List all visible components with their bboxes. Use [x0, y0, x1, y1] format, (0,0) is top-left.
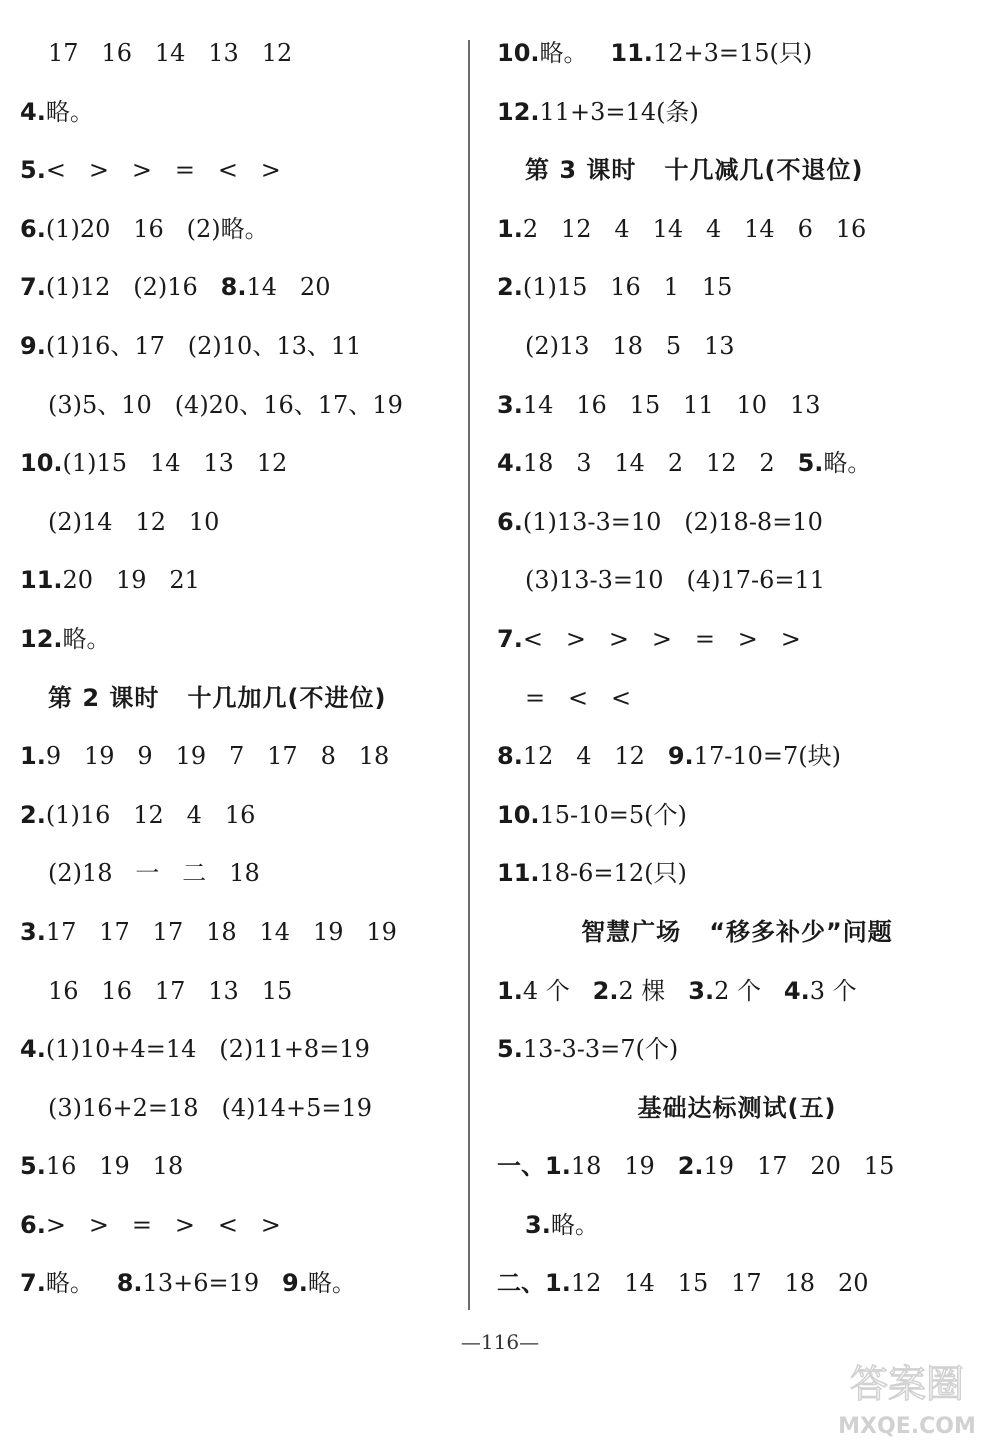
- right-column: [497, 24, 977, 1313]
- answer-text: 18 3 14 2 12 2: [522, 449, 798, 478]
- question-number: 5.: [797, 449, 824, 478]
- answer-line: [497, 376, 977, 435]
- answer-line: [497, 493, 977, 552]
- left-column: [20, 24, 450, 1313]
- column-divider: [468, 40, 470, 1310]
- answer-line: [497, 1196, 977, 1255]
- question-number: 3.: [688, 976, 715, 1005]
- answer-text: (1)16 12 4 16: [45, 800, 256, 829]
- answer-text: (2)13 18 5 13: [525, 331, 735, 360]
- question-number: 4.: [783, 976, 810, 1005]
- watermark-line2: MXQE.COM: [838, 1414, 976, 1439]
- answer-text: (1)13-3=10 (2)18-8=10: [522, 507, 823, 536]
- answer-text: 略。: [307, 1269, 356, 1298]
- question-number: 4.: [20, 97, 46, 126]
- answer-text: (1)16、17 (2)10、13、11: [45, 331, 362, 360]
- question-number: 4.: [20, 1035, 46, 1064]
- question-number: 9.: [282, 1269, 308, 1298]
- answer-line: [20, 844, 450, 903]
- answer-line: [20, 258, 450, 317]
- question-number: 9.: [20, 331, 46, 360]
- question-number: 5.: [20, 156, 46, 185]
- question-number: 2.: [677, 1152, 704, 1181]
- answer-line: [20, 24, 450, 83]
- question-number: 7.: [497, 624, 523, 653]
- question-number: 2.: [592, 976, 619, 1005]
- answer-text: 12 4 12: [522, 742, 668, 771]
- answer-text: 略。: [539, 39, 611, 67]
- answer-text: (1)10+4=14 (2)11+8=19: [45, 1035, 370, 1064]
- answer-text: > > = > < >: [45, 1210, 281, 1239]
- question-number: 5.: [20, 1152, 46, 1181]
- answer-text: 13-3-3=7(个): [522, 1035, 679, 1064]
- answer-text: < > > = < >: [45, 156, 281, 185]
- answer-text: 11+3=14(条): [539, 97, 699, 126]
- answer-line: [497, 844, 977, 903]
- question-number: 8.: [497, 742, 523, 771]
- answer-text: 12 14 15 17 18 20: [570, 1269, 869, 1298]
- answer-line: [497, 258, 977, 317]
- question-number: 6.: [497, 507, 523, 536]
- answer-text: 20 19 21: [62, 566, 200, 595]
- answer-text: 略。: [45, 97, 94, 126]
- answer-text: (2)18 一 二 18: [48, 859, 260, 888]
- answer-line: [20, 1079, 450, 1138]
- question-number: 7.: [20, 1269, 46, 1298]
- answer-line: [497, 962, 977, 1021]
- answer-text: (1)15 14 13 12: [62, 449, 288, 478]
- answer-line: [20, 493, 450, 552]
- answer-line: [20, 727, 450, 786]
- answer-line: [497, 610, 977, 669]
- answer-line: [497, 83, 977, 142]
- question-number: 10.: [20, 449, 63, 478]
- answer-text: 14 20: [246, 273, 331, 302]
- answer-text: 13+6=19: [142, 1269, 282, 1298]
- answer-line: [497, 1020, 977, 1079]
- answer-text: 3 个: [809, 976, 857, 1005]
- answer-text: 17 17 17 18 14 19 19: [45, 917, 397, 946]
- question-number: 1.: [20, 742, 46, 771]
- answer-line: [20, 1254, 450, 1313]
- answer-line: [20, 962, 450, 1021]
- answer-line: [20, 1137, 450, 1196]
- answer-line: [20, 1196, 450, 1255]
- answer-text: (1)15 16 1 15: [522, 273, 733, 302]
- answer-text: 4 个: [522, 976, 593, 1005]
- question-number: 3.: [20, 917, 46, 946]
- question-number: 11.: [20, 566, 63, 595]
- answer-line: [20, 141, 450, 200]
- answer-line: [20, 903, 450, 962]
- answer-text: 2 棵: [618, 976, 689, 1005]
- answer-line: [497, 669, 977, 728]
- answer-text: 16 16 17 13 15: [48, 976, 293, 1005]
- answer-line: [20, 786, 450, 845]
- question-number: 8.: [116, 1269, 143, 1298]
- watermark-line1: 答案圈: [849, 1362, 965, 1406]
- answer-line: [20, 551, 450, 610]
- question-number: 3.: [497, 390, 523, 419]
- answer-line: [497, 434, 977, 493]
- answer-line: [497, 317, 977, 376]
- answer-text: (1)20 16 (2)略。: [45, 214, 269, 243]
- answer-text: 17 16 14 13 12: [48, 39, 293, 67]
- question-number: 6.: [20, 1210, 46, 1239]
- question-number: 1.: [497, 214, 523, 243]
- answer-text: (3)16+2=18 (4)14+5=19: [48, 1093, 373, 1122]
- answer-text: 2 个: [714, 976, 784, 1005]
- answer-text: 19 17 20 15: [703, 1152, 895, 1181]
- answer-line: [20, 317, 450, 376]
- answer-line: [497, 1137, 977, 1196]
- question-number: 10.: [497, 800, 540, 829]
- page-number: —116—: [460, 1330, 540, 1354]
- answer-line: [497, 1254, 977, 1313]
- answer-line: [497, 727, 977, 786]
- question-number: 5.: [497, 1035, 523, 1064]
- answer-line: [20, 376, 450, 435]
- answer-line: [497, 786, 977, 845]
- answer-text: 15-10=5(个): [539, 800, 687, 829]
- section-heading: 智慧广场 “移多补少”问题: [581, 917, 893, 946]
- section-heading: 第 2 课时 十几加几(不进位): [48, 683, 387, 712]
- answer-text: 16 19 18: [45, 1152, 184, 1181]
- answer-text: 略。: [62, 624, 111, 653]
- question-number: 8.: [220, 273, 247, 302]
- question-number: 6.: [20, 214, 46, 243]
- answer-line: [20, 83, 450, 142]
- answer-text: (3)5、10 (4)20、16、17、19: [48, 390, 403, 419]
- answer-text: 12+3=15(只): [652, 39, 813, 67]
- answer-text: 18-6=12(只): [539, 859, 687, 888]
- answer-text: 14 16 15 11 10 13: [522, 390, 821, 419]
- answer-text: 17-10=7(块): [693, 742, 841, 771]
- question-number: 3.: [525, 1210, 551, 1239]
- answer-line: [20, 434, 450, 493]
- question-number: 7.: [20, 273, 46, 302]
- question-number: 2.: [20, 800, 46, 829]
- watermark-logo: [832, 1345, 982, 1445]
- question-number: 9.: [667, 742, 694, 771]
- answer-text: 略。: [823, 449, 872, 478]
- answer-line: [20, 610, 450, 669]
- answer-text: (3)13-3=10 (4)17-6=11: [525, 566, 826, 595]
- question-number: 11.: [610, 39, 653, 67]
- question-number: 11.: [497, 859, 540, 888]
- answer-line: [20, 1020, 450, 1079]
- question-number: 12.: [497, 97, 540, 126]
- question-number: 一、1.: [497, 1152, 571, 1181]
- answer-text: 略。: [550, 1210, 599, 1239]
- answer-text: 9 19 9 19 7 17 8 18: [45, 742, 390, 771]
- answer-text: 略。: [45, 1269, 117, 1298]
- section-heading: 第 3 课时 十几减几(不退位): [525, 156, 864, 185]
- answer-line: [497, 200, 977, 259]
- answer-text: (1)12 (2)16: [45, 273, 221, 302]
- answer-text: < > > > = > >: [522, 624, 801, 653]
- question-number: 4.: [497, 449, 523, 478]
- answer-line: [497, 551, 977, 610]
- answer-line: [20, 200, 450, 259]
- answer-line: [497, 24, 977, 83]
- answer-text: 2 12 4 14 4 14 6 16: [522, 214, 867, 243]
- section-heading: 基础达标测试(五): [637, 1093, 837, 1122]
- question-number: 12.: [20, 624, 63, 653]
- answer-text: = < <: [525, 683, 632, 712]
- answer-text: 18 19: [570, 1152, 678, 1181]
- question-number: 二、1.: [497, 1269, 571, 1298]
- answer-text: (2)14 12 10: [48, 507, 220, 536]
- question-number: 1.: [497, 976, 523, 1005]
- question-number: 10.: [497, 39, 540, 67]
- question-number: 2.: [497, 273, 523, 302]
